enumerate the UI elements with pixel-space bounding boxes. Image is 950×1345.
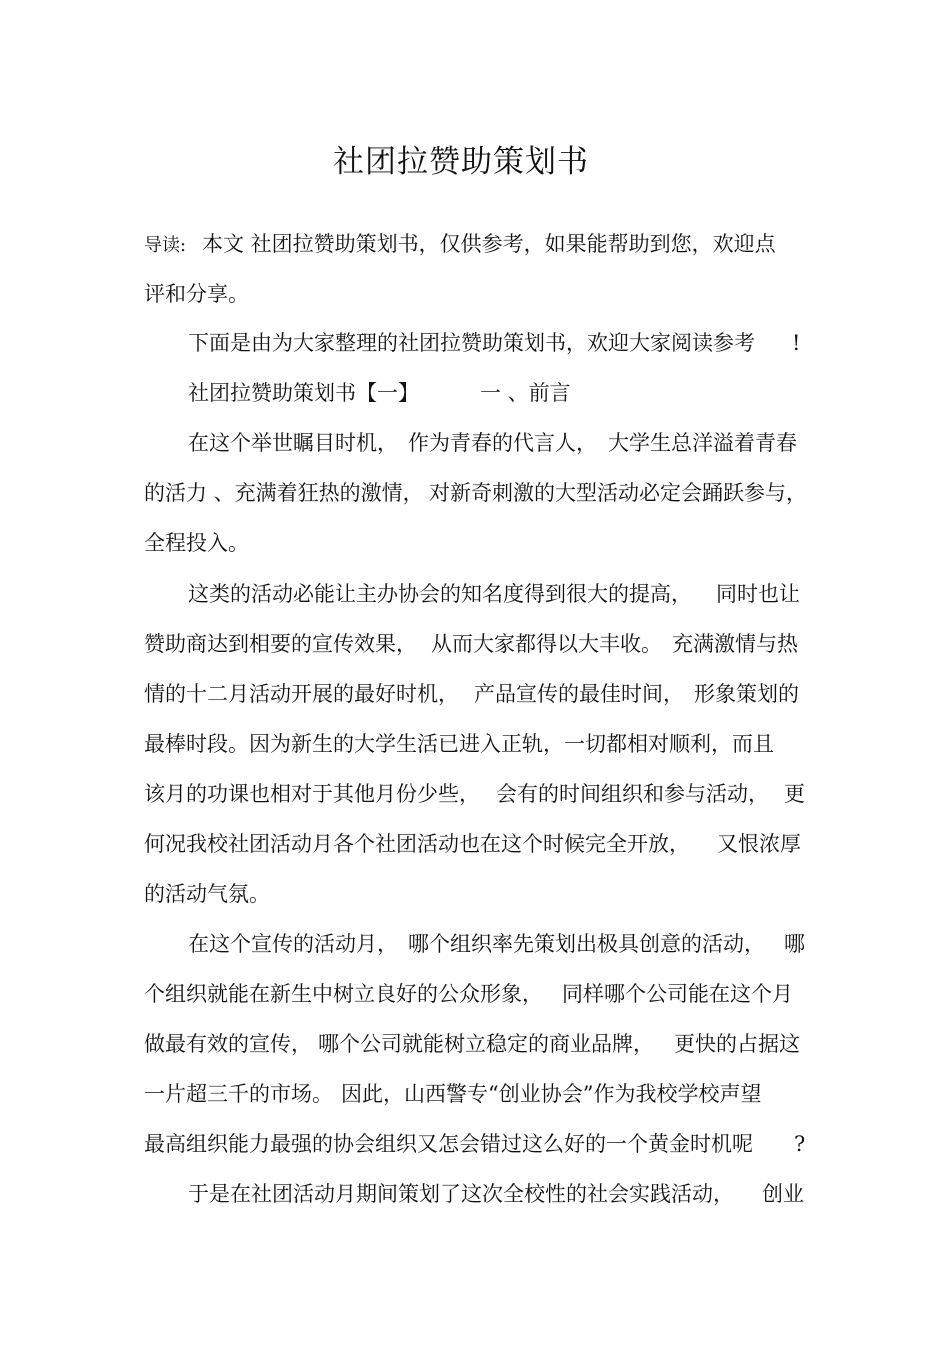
body-line [144,827,824,861]
text-segment: 哪个公司就能树立稳定的商业品牌， [318,1032,654,1056]
document-title: 社团拉赞助策划书 [333,144,589,180]
body-line [188,326,824,360]
section-title: 社团拉赞助策划书【一】 [188,381,419,405]
text-segment: 充满激情与热 [672,632,798,656]
body-line [188,577,824,611]
text-segment: 同样哪个公司能在这个月 [562,982,793,1006]
text-segment: 何况我校社团活动月各个社团活动也在这个时候完全开放， [144,832,690,856]
text-segment: 最高组织能力最强的协会组织又怎会错过这么好的一个黄金时机呢 [144,1132,753,1156]
text-segment: 更快的占据这 [674,1032,800,1056]
text-segment: 于是在社团活动月期间策划了这次全校性的社会实践活动， [188,1182,734,1206]
body-line [144,1027,824,1061]
text-segment: 下面是由为大家整理的社团拉赞助策划书，欢迎大家阅读参考 [188,331,755,355]
body-line [144,727,824,761]
text-segment: 这类的活动必能让主办协会的知名度得到很大的提高， [188,582,692,606]
text-segment: 情的十二月活动开展的最好时机， [144,682,459,706]
text-segment: 一片超三千的市场。 [144,1082,333,1106]
text-segment: 在这个宣传的活动月， [188,932,398,956]
section-heading-line [188,376,824,410]
body-line [144,1077,824,1111]
text-segment: 大学生总洋溢着青春 [608,431,797,455]
body-line [188,1177,824,1211]
text-segment: 该月的功课也相对于其他月份少些， [144,782,480,806]
text-segment: 全程投入。 [144,531,249,555]
text-segment: 更 [784,782,805,806]
body-line [144,627,824,661]
text-segment: 作为青春的代言人， [408,431,597,455]
text-segment: 最棒时段。因为新生的大学生活已进入正轨，一切都相对顺利，而且 [144,732,774,756]
text-segment: 哪 [784,932,805,956]
intro-label: 导读: [144,235,187,256]
body-line [144,777,824,811]
intro-line-2 [144,277,824,311]
body-line [144,526,824,560]
text-segment: 哪个组织率先策划出极具创意的活动， [408,932,765,956]
text-segment: ? [794,1132,806,1156]
body-line [188,927,824,961]
text-segment: 做最有效的宣传， [144,1032,312,1056]
body-line [144,476,824,510]
text-segment: 因此，山西警专“创业协会”作为我校学校声望 [341,1082,762,1106]
text-segment: ! [792,331,801,355]
intro-text: 本文 社团拉赞助策划书，仅供参考，如果能帮助到您，欢迎点 [202,232,776,256]
intro-text-cont: 评和分享。 [144,282,249,306]
text-segment: 又恨浓厚 [717,832,801,856]
text-segment: 对新奇刺激的大型活动必定会踊跃参与， [429,481,807,505]
text-segment: 从而大家都得以大丰收。 [431,632,662,656]
text-segment: 产品宣传的最佳时间， [474,682,684,706]
body-line [144,977,824,1011]
text-segment: 个组织就能在新生中树立良好的公众形象， [144,982,543,1006]
text-segment: 的活力 、充满着狂热的激情， [144,481,424,505]
text-segment: 创业 [762,1182,804,1206]
section-subtitle: 一 、前言 [480,381,571,405]
body-line [144,1127,824,1161]
text-segment: 的活动气氛。 [144,882,270,906]
intro-line-1 [144,227,824,261]
text-segment: 赞助商达到相要的宣传效果， [144,632,417,656]
body-line [144,677,824,711]
text-segment: 形象策划的 [694,682,799,706]
text-segment: 同时也让 [716,582,800,606]
text-segment: 会有的时间组织和参与活动， [496,782,769,806]
body-line [188,426,824,460]
text-segment: 在这个举世瞩目时机， [188,431,398,455]
body-line [144,877,824,911]
